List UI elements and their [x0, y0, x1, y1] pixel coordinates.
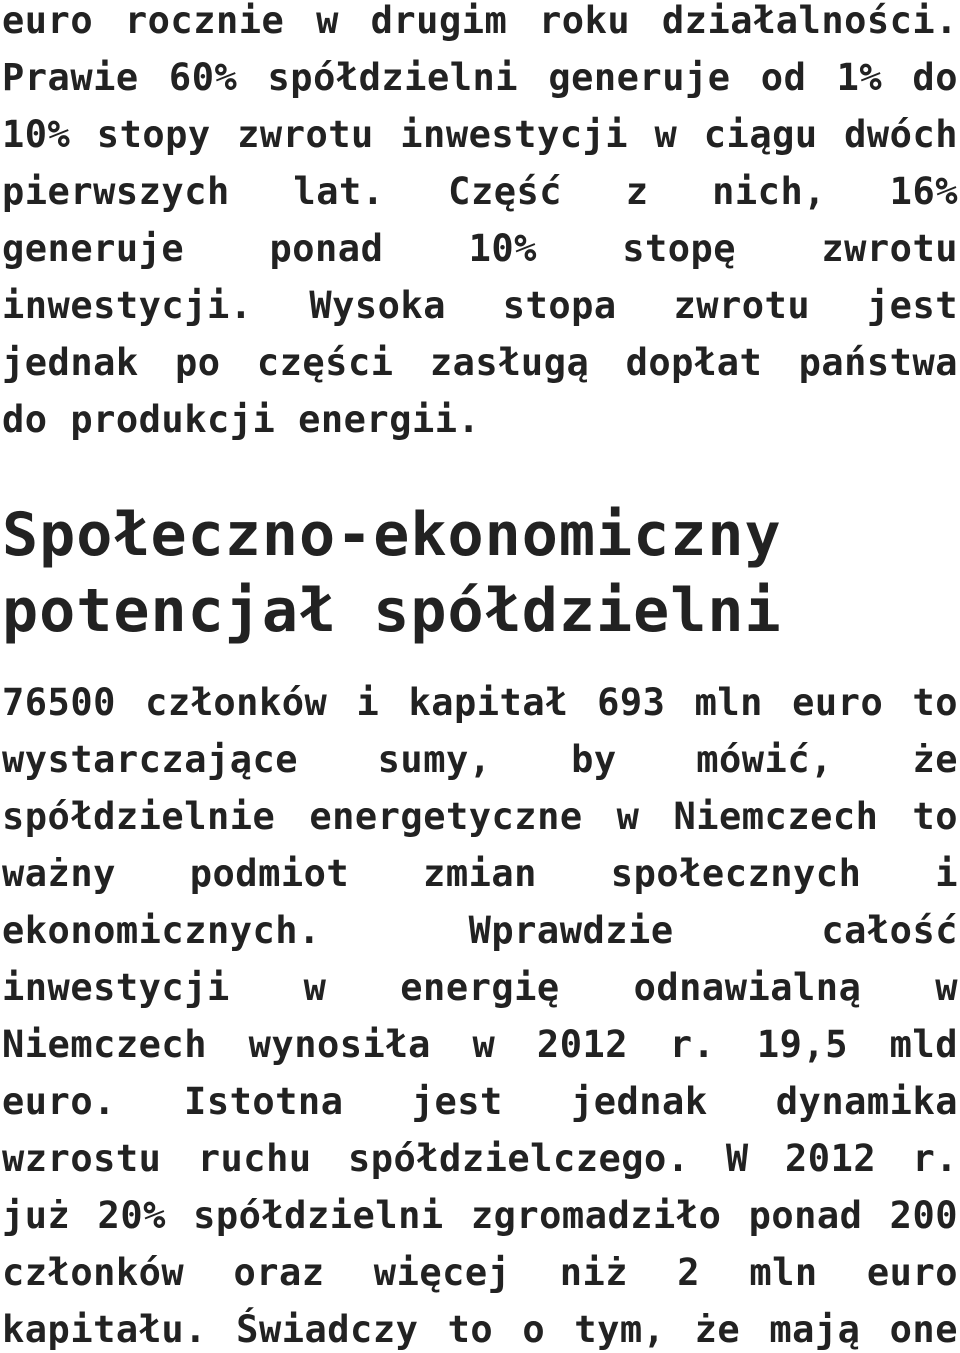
text-line: inwestycji. Wysoka stopa zwrotu jest	[2, 284, 958, 327]
text-line: już 20% spółdzielni zgromadziło ponad 200	[2, 1194, 958, 1237]
text-line: euro. Istotna jest jednak dynamika	[2, 1080, 958, 1123]
section-heading	[0, 497, 784, 649]
text-line: inwestycji w energię odnawialną w	[2, 966, 958, 1009]
text-line: Prawie 60% spółdzielni generuje od 1% do	[2, 56, 958, 99]
text-line: euro rocznie w drugim roku działalności.	[2, 0, 958, 42]
heading-line: Społeczno-ekonomiczny	[2, 500, 782, 570]
paragraph-potential	[0, 674, 960, 1353]
text-line: generuje ponad 10% stopę zwrotu	[2, 227, 958, 270]
text-line: wzrostu ruchu spółdzielczego. W 2012 r.	[2, 1137, 958, 1180]
text-line: ekonomicznych. Wprawdzie całość	[2, 909, 958, 952]
heading-line: potencjał spółdzielni	[2, 576, 782, 646]
text-line: jednak po części zasługą dopłat państwa	[2, 341, 958, 384]
text-line: do produkcji energii.	[2, 398, 481, 441]
paragraph-returns	[0, 0, 960, 448]
text-line: 76500 członków i kapitał 693 mln euro to	[2, 681, 958, 724]
text-line: Niemczech wynosiła w 2012 r. 19,5 mld	[2, 1023, 958, 1066]
text-line: pierwszych lat. Część z nich, 16%	[2, 170, 958, 213]
text-line: spółdzielnie energetyczne w Niemczech to	[2, 795, 958, 838]
text-line: kapitału. Świadczy to o tym, że mają one	[2, 1308, 958, 1351]
text-line: 10% stopy zwrotu inwestycji w ciągu dwóch	[2, 113, 958, 156]
text-line: ważny podmiot zmian społecznych i	[2, 852, 958, 895]
text-line: wystarczające sumy, by mówić, że	[2, 738, 958, 781]
text-line: członków oraz więcej niż 2 mln euro	[2, 1251, 958, 1294]
